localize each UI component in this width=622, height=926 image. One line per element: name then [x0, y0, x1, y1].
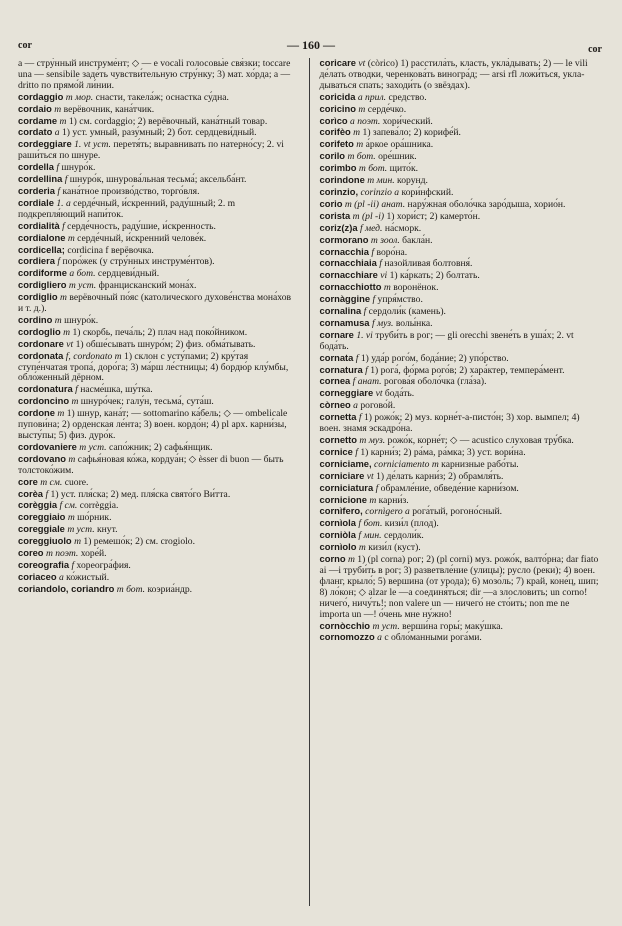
dictionary-entry	[320, 542, 601, 554]
entry-grammar: vt	[366, 470, 374, 482]
entry-headword: cordella	[18, 161, 54, 173]
entry-headword: cordiale	[18, 196, 54, 208]
entry-headword: cordame	[18, 114, 58, 126]
dictionary-entry	[320, 506, 601, 518]
entry-definition: карнизные рабо́ты.	[441, 458, 519, 470]
entry-definition: а — стру́нный инструме́нт; ◇ — e vocali голосовы́е свя́зки; toccare una — sensibile заде́ть чувстви́тельную стру́нку; 3) мат. хо́рда; a — dritto по прямо́й ли́нии.	[18, 58, 291, 91]
entry-definition: упря́мство.	[377, 294, 423, 306]
dictionary-entry	[18, 198, 299, 221]
entry-definition: 1) шнур, кана́т; — sottomarino ка́бель; ◇ — ombelicale пупови́на; 2) орденская ле́нта; 3) воен. кордо́н; 4) pl арх. карни́зы, высту́пы; 5) физ. дуро́к.	[18, 408, 288, 441]
entry-grammar: m	[54, 314, 62, 326]
entry-definition: 1) карни́з; 2) ра́ма, ра́мка; 3) уст. вори́на.	[360, 446, 526, 458]
entry-headword: cornea	[319, 375, 351, 387]
entry-headword: cordato	[18, 126, 53, 138]
entry-headword: cornetto	[319, 434, 357, 445]
entry-definition: коэриа́ндр.	[147, 583, 193, 595]
entry-headword: cornacchia	[319, 245, 370, 257]
entry-definition: 1) скорбь, печа́ль; 2) плач над поко́йником.	[72, 326, 248, 338]
entry-headword: cornacchiotto	[319, 281, 382, 293]
entry-grammar: m бот.	[116, 583, 146, 595]
entry-grammar: m	[356, 139, 364, 151]
dictionary-entry	[18, 396, 299, 408]
entry-definition: 1) уда́р рого́м, бода́ние; 2) упо́рство.	[360, 352, 509, 364]
entry-definition: 1) (pl corna) рог; 2) (pl corni) муз. рожо́к, валто́рна; dar fiato ai —i труби́ть в рог; 3) разветвле́ние (улицы); русло (реки); 4) воен. фланг, крыло́; 5) вершина (от урода); 6) мозо́ль; 7) край, коне́ц, шип; 8) ло́кон; ◇ alzar le —a соединя́ться; dir —a злословить; un corno! ничего́, ничу́ть!; non valere un — ничего́ не сто́ить; non me ne importa un —! о́чень мне ну́жно!	[319, 554, 599, 620]
entry-grammar: m	[67, 232, 75, 244]
entry-headword: cornacchiaia	[319, 257, 377, 269]
entry-definition: средство.	[388, 91, 427, 103]
entry-grammar: m зоол.	[370, 234, 400, 246]
entry-headword: cornìfero,	[319, 505, 363, 517]
dictionary-entry	[18, 536, 299, 548]
entry-definition: 1) уст. пля́ска; 2) мед. пля́ска свято́го Ви́тта.	[50, 488, 231, 500]
dictionary-entry	[320, 116, 601, 128]
entry-grammar: a бот.	[69, 268, 96, 280]
header-right-guideword: cor	[588, 44, 602, 55]
entry-definition: хореогра́фия.	[76, 559, 131, 571]
entry-definition: серде́чность, раду́шие, и́скренность.	[67, 220, 216, 232]
entry-headword: corinzio,	[319, 185, 359, 197]
entry-headword: cordonare	[18, 337, 64, 349]
entry-definition: 1) де́лать карни́з; 2) обрамля́ть.	[376, 470, 504, 482]
dictionary-entry	[320, 554, 601, 620]
entry-headword: cornice	[319, 445, 353, 457]
entry-grammar: f	[355, 352, 359, 364]
entry-grammar: m уст.	[372, 620, 400, 632]
entry-headword: corìco	[319, 114, 348, 126]
entry-headword: coreggiale	[18, 523, 65, 535]
entry-definition: верши́на горы́; маку́шка.	[402, 620, 503, 632]
entry-grammar: m уст.	[67, 524, 95, 536]
entry-definition: серде́чко.	[367, 103, 407, 115]
entry-grammar: a	[58, 571, 64, 583]
entry-headword: corniòla	[319, 529, 356, 541]
entry-headword: cornàggine	[319, 293, 371, 305]
dictionary-entry	[320, 187, 601, 199]
entry-definition: рожо́к, корне́т; ◇ — acustico слуховая тру́бка.	[387, 435, 574, 446]
entry-definition: 1) уст. умный, разу́мный; 2) бот. сердцеви́дный.	[62, 127, 257, 139]
entry-headword: cornomozzo	[319, 631, 375, 643]
entry-definition: corrèggia.	[79, 500, 119, 512]
entry-grammar: m мин.	[367, 175, 395, 187]
entry-grammar: a	[377, 632, 382, 644]
entry-definition: рога́тый, рогоно́сный.	[412, 506, 502, 518]
dictionary-entry	[18, 104, 299, 116]
entry-grammar: m бот.	[358, 163, 388, 175]
entry-definition: сафья́новая ко́жа, кордуа́н; ◇ èsser di buon — быть толстоко́жим.	[18, 453, 284, 476]
entry-headword: corilo	[319, 150, 346, 162]
entry-headword: cormorano	[319, 233, 369, 245]
entry-headword: coreggiuolo	[18, 535, 72, 547]
entry-grammar: vt	[375, 388, 383, 400]
entry-grammar: m	[71, 396, 79, 408]
entry-grammar: f	[45, 488, 49, 500]
entry-headword: cordialone	[18, 231, 66, 243]
entry-definition: шнуро́к, шнурова́льная тесьма́; аксельба́нт.	[69, 174, 247, 186]
entry-definition: верёвочный по́яс (католического духове́нства мона́хов и т. д.).	[18, 292, 292, 315]
entry-grammar: m уст.	[79, 441, 107, 453]
entry-grammar: f	[358, 412, 362, 424]
entry-headword: cordoglio	[18, 325, 61, 337]
dictionary-entry	[18, 139, 299, 162]
entry-grammar: a прил.	[357, 91, 387, 103]
dictionary-entry	[320, 294, 601, 306]
dictionary-entry	[18, 489, 299, 501]
entry-definition: насме́шка, шу́тка.	[80, 384, 153, 396]
entry-definition: бода́ть.	[384, 388, 415, 400]
entry-definition: оре́шник.	[378, 151, 417, 163]
entry-definition: верёвочник, кана́тчик.	[63, 103, 155, 115]
dictionary-entry	[320, 530, 601, 542]
entry-definition: а́ркое ора́шника.	[365, 139, 434, 151]
entry-definition: хори́ческий.	[382, 115, 433, 127]
entry-definition: назойливая болтовня́.	[384, 258, 473, 270]
entry-headword: cordialità	[18, 219, 60, 231]
entry-definition: с обло́манными рога́ми.	[384, 632, 482, 644]
entry-headword: corèggia	[18, 499, 58, 511]
entry-grammar: f	[363, 306, 367, 318]
entry-grammar: m	[59, 115, 67, 127]
entry-headword: cordicella;	[18, 243, 65, 255]
entry-headword: corimbo	[319, 162, 357, 174]
entry-headword: corifeto	[319, 138, 354, 150]
entry-definition: ко́жистый.	[66, 571, 110, 583]
entry-definition: 1) см. cordaggio; 2) верёвочный, кана́тный товар.	[68, 115, 268, 127]
entry-definition: францисканский мона́х.	[98, 280, 197, 292]
two-column-body	[18, 58, 600, 906]
entry-definition: кана́тное произво́дство, торго́вля.	[62, 185, 200, 197]
entry-grammar: cornìgero a	[365, 506, 410, 518]
entry-grammar: m	[74, 536, 81, 548]
entry-grammar: m см.	[40, 476, 63, 488]
entry-definition: (còrico) 1) расстила́ть, класть, укла́дывать; 2) — le vili де́лать отводки, черенкова́ть виногра́д; — arsi rfl ложи́ться, укладываться спать; заходи́ть (о звёздах).	[319, 58, 588, 91]
dictionary-entry	[18, 280, 299, 292]
entry-definition: 1) обше́сывать шнуро́м; 2) физ. обма́тывать.	[75, 338, 256, 350]
entry-headword: coreggiaio	[18, 511, 66, 523]
entry-definition: снасти, такела́ж; оснастка су́дна.	[95, 91, 229, 103]
dictionary-entry	[320, 388, 601, 400]
entry-definition: серде́чный, и́скренний челове́к.	[77, 232, 207, 244]
entry-headword: cordeggiare	[18, 138, 72, 150]
entry-definition: 1) хори́ст; 2) камерто́н.	[386, 210, 481, 222]
entry-headword: cornòcchio	[319, 619, 371, 631]
dictionary-entry	[320, 199, 601, 211]
entry-grammar: m (pl -i)	[352, 210, 385, 222]
entry-definition: хоре́й.	[80, 548, 107, 560]
entry-definition: cordicina f верёвочка.	[67, 244, 154, 256]
entry-headword: cordonatura	[18, 383, 73, 395]
entry-grammar: f	[355, 446, 358, 458]
entry-headword: coriaceo	[18, 570, 57, 582]
entry-grammar: m	[383, 282, 391, 294]
entry-headword: cornatura	[319, 363, 363, 375]
entry-definition: 1) рожо́к; 2) муз. корне́т-а-писто́н; 3) хор. вымпел; 4) воен. знамя эскадро́на.	[319, 412, 580, 435]
entry-definition: рогово́й.	[360, 400, 396, 412]
dictionary-entry	[320, 92, 601, 104]
entry-grammar: m бот.	[347, 151, 376, 163]
entry-definition: бакла́н.	[402, 234, 433, 246]
entry-headword: corista	[319, 209, 351, 221]
entry-headword: cordovaniere	[18, 440, 77, 452]
page-number: — 160 —	[287, 38, 335, 52]
entry-definition: кнут.	[97, 524, 118, 536]
entry-headword: cordigliero	[18, 279, 67, 291]
dictionary-entry	[18, 58, 299, 92]
dictionary-entry	[18, 186, 299, 198]
entry-headword: cordellina	[18, 173, 63, 185]
entry-definition: сердцеви́дный.	[97, 268, 160, 280]
entry-grammar: f	[372, 294, 376, 306]
entry-definition: перетя́ть; выравнивать по натерно́су; 2. vi раши́ться по шнуре.	[18, 139, 284, 162]
entry-grammar: m	[68, 453, 76, 465]
entry-grammar: f	[57, 256, 61, 268]
entry-grammar: corinzio a	[360, 186, 400, 198]
entry-headword: cornetta	[319, 411, 357, 423]
entry-grammar: f муз.	[371, 317, 394, 329]
entry-definition: сердоли́к (камень).	[368, 306, 446, 318]
entry-headword: cordino	[18, 313, 53, 325]
dictionary-entry	[320, 400, 601, 412]
dictionary-entry	[18, 408, 299, 442]
entry-headword: coreo	[18, 547, 44, 559]
entry-headword: coriz(z)a	[319, 221, 358, 233]
entry-grammar: f анат.	[352, 376, 382, 388]
entry-definition: cuore.	[64, 476, 89, 488]
entry-headword: corno	[319, 553, 346, 565]
entry-headword: cordiera	[18, 255, 55, 267]
entry-headword: coricino	[319, 102, 356, 114]
dictionary-entry	[320, 632, 601, 644]
entry-grammar: m (pl -ii) анат.	[344, 198, 406, 210]
entry-grammar: a	[353, 400, 358, 412]
entry-grammar: f	[62, 220, 65, 232]
entry-grammar: 1. a	[56, 197, 71, 209]
dictionary-entry	[320, 318, 601, 330]
entry-definition: кори́нфский.	[401, 186, 454, 198]
entry-grammar: 1. vi	[356, 329, 373, 341]
entry-definition: кизи́л (куст).	[368, 542, 421, 554]
dictionary-entry	[320, 518, 601, 530]
entry-headword: corio	[319, 197, 343, 209]
dictionary-entry	[320, 211, 601, 223]
entry-grammar: m	[358, 542, 366, 554]
entry-grammar: a поэт.	[350, 115, 381, 127]
entry-definition: воронёнок.	[393, 282, 439, 294]
entry-grammar: m	[60, 292, 67, 304]
entry-definition: шо́рник.	[77, 512, 112, 524]
entry-definition: щито́к.	[389, 163, 419, 175]
dictionary-entry	[320, 175, 601, 187]
entry-headword: cornicione	[319, 493, 367, 505]
entry-definition: 1) склон с усту́пами; 2) кру́тая ступе́нчатая тропа́, доро́га; 3) ма́рш ле́стницы; 4) бордю́р клу́мбы, обло́женный дёрном.	[18, 350, 289, 384]
entry-grammar: vi	[380, 270, 388, 282]
entry-grammar: f	[75, 384, 78, 396]
entry-headword: cornare	[319, 328, 354, 340]
entry-grammar: m	[347, 554, 355, 566]
entry-grammar: f	[379, 258, 382, 270]
entry-headword: corderia	[18, 184, 55, 196]
entry-headword: cordone	[18, 407, 55, 419]
entry-headword: cordoncino	[18, 395, 70, 407]
entry-headword: cordaio	[18, 102, 52, 114]
entry-definition: шнуро́к.	[64, 314, 99, 326]
dictionary-entry	[320, 104, 601, 116]
entry-grammar: m мор.	[65, 91, 94, 103]
entry-grammar: f	[56, 162, 60, 174]
entry-grammar: f	[371, 246, 375, 258]
left-column	[18, 58, 310, 906]
entry-definition: обрамле́ние, обведе́ние карни́зом.	[380, 482, 519, 494]
entry-definition: карни́з.	[378, 494, 409, 506]
entry-headword: corèa	[18, 487, 44, 499]
entry-grammar: m	[358, 103, 366, 115]
entry-headword: cordiglio	[18, 291, 58, 303]
entry-headword: corindone	[319, 174, 365, 186]
entry-definition: воро́на.	[376, 246, 408, 258]
dictionary-entry	[18, 477, 299, 489]
entry-headword: coriandolo, coriandro	[18, 582, 115, 594]
entry-definition: кизи́л (плод).	[384, 518, 439, 530]
entry-definition: 1) ремешо́к; 2) см. crogiolo.	[83, 536, 195, 548]
entry-headword: cordiforme	[18, 267, 67, 279]
entry-grammar: m	[353, 127, 361, 139]
entry-grammar: m уст.	[68, 280, 97, 292]
entry-definition: труби́ть в рог; — gli orecchi звене́ть в уша́х; 2. vt бода́ть.	[319, 329, 574, 352]
entry-grammar: f	[71, 559, 75, 571]
entry-headword: cordaggio	[18, 90, 64, 102]
entry-headword: cordovano	[18, 452, 66, 464]
entry-grammar: m	[63, 326, 71, 338]
entry-grammar: a	[54, 127, 60, 139]
entry-definition: сердоли́к.	[383, 530, 424, 542]
entry-grammar: f мед.	[359, 222, 383, 234]
entry-headword: cornìola	[319, 517, 356, 529]
entry-headword: cornìolo	[319, 541, 357, 553]
entry-headword: coricare	[319, 58, 356, 68]
entry-definition: волы́нка.	[395, 317, 433, 329]
entry-grammar: f	[57, 185, 61, 197]
dictionary-entry	[18, 351, 299, 385]
entry-definition: шнуро́к.	[61, 162, 96, 174]
entry-grammar: corniciamento m	[374, 458, 439, 470]
entry-grammar: vt	[66, 338, 74, 350]
entry-grammar: m	[67, 512, 75, 524]
entry-definition: рогова́я оболо́чка (гла́за).	[383, 376, 487, 388]
dictionary-entry	[320, 365, 601, 377]
dictionary-entry	[18, 92, 299, 104]
dictionary-entry	[320, 127, 601, 139]
entry-grammar: f см.	[59, 500, 78, 512]
dictionary-entry	[18, 292, 299, 315]
entry-headword: core	[18, 475, 38, 487]
entry-headword: cornamusa	[319, 316, 370, 328]
entry-grammar: f, cordonato m	[65, 350, 122, 362]
dictionary-entry	[320, 435, 601, 447]
entry-definition: поро́жек (у стру́нных инструме́нтов).	[62, 256, 215, 268]
dictionary-entry	[320, 412, 601, 435]
entry-grammar: m поэт.	[45, 548, 79, 560]
entry-headword: cordonata	[18, 349, 64, 361]
entry-grammar: m муз.	[359, 435, 386, 446]
dictionary-entry	[320, 151, 601, 163]
dictionary-entry	[320, 58, 601, 92]
dictionary-entry	[18, 560, 299, 572]
dictionary-entry	[320, 330, 601, 353]
dictionary-entry	[18, 116, 299, 128]
entry-definition: корунд.	[397, 175, 428, 187]
entry-grammar: vt	[358, 58, 366, 69]
entry-grammar: f	[375, 482, 379, 494]
entry-headword: corifèo	[319, 126, 351, 138]
entry-grammar: f мин.	[358, 530, 382, 542]
entry-grammar: f	[64, 174, 68, 186]
dictionary-entry	[18, 584, 299, 596]
entry-definition: шнуро́чек; галу́н, тесьма́, сута́ш.	[80, 396, 214, 408]
entry-definition: серде́чный, и́скренний, раду́шный; 2. m подкрепля́ющий напи́ток.	[18, 197, 236, 220]
entry-headword: cornacchiare	[319, 269, 378, 281]
entry-grammar: f бот.	[358, 518, 383, 530]
entry-definition: 1) рога́, фо́рма рого́в; 2) хара́ктер, темпера́мент.	[370, 364, 565, 376]
dictionary-entry	[18, 454, 299, 477]
entry-headword: corniciame,	[319, 457, 372, 469]
right-column	[310, 58, 601, 906]
entry-grammar: m	[369, 494, 377, 506]
entry-grammar: f	[365, 364, 368, 376]
entry-definition: 1) ка́ркать; 2) болтать.	[389, 270, 480, 282]
entry-grammar: m	[57, 408, 65, 420]
entry-grammar: m	[54, 103, 62, 115]
entry-headword: corniciare	[319, 469, 365, 481]
entry-headword: coreografia	[18, 558, 70, 570]
dictionary-entry	[320, 139, 601, 151]
entry-headword: cornalina	[319, 305, 362, 317]
entry-headword: còrneo	[319, 399, 351, 411]
entry-grammar: 1. vt уст.	[74, 139, 111, 151]
entry-headword: cornata	[319, 351, 354, 363]
entry-definition: сапо́жник; 2) сафья́нщик.	[109, 441, 213, 453]
dictionary-entry	[18, 174, 299, 186]
entry-definition: 1) запева́ло; 2) корифе́й.	[362, 127, 461, 139]
entry-definition: на́сморк.	[384, 222, 422, 234]
entry-definition: нару́жная оболо́чка заро́дыша, хорио́н.	[407, 198, 566, 210]
entry-headword: coricida	[319, 90, 356, 102]
header-left-guideword: cor	[18, 40, 32, 51]
entry-headword: corneggiare	[319, 387, 374, 399]
entry-headword: corniciatura	[319, 481, 374, 493]
dictionary-entry	[18, 245, 299, 257]
